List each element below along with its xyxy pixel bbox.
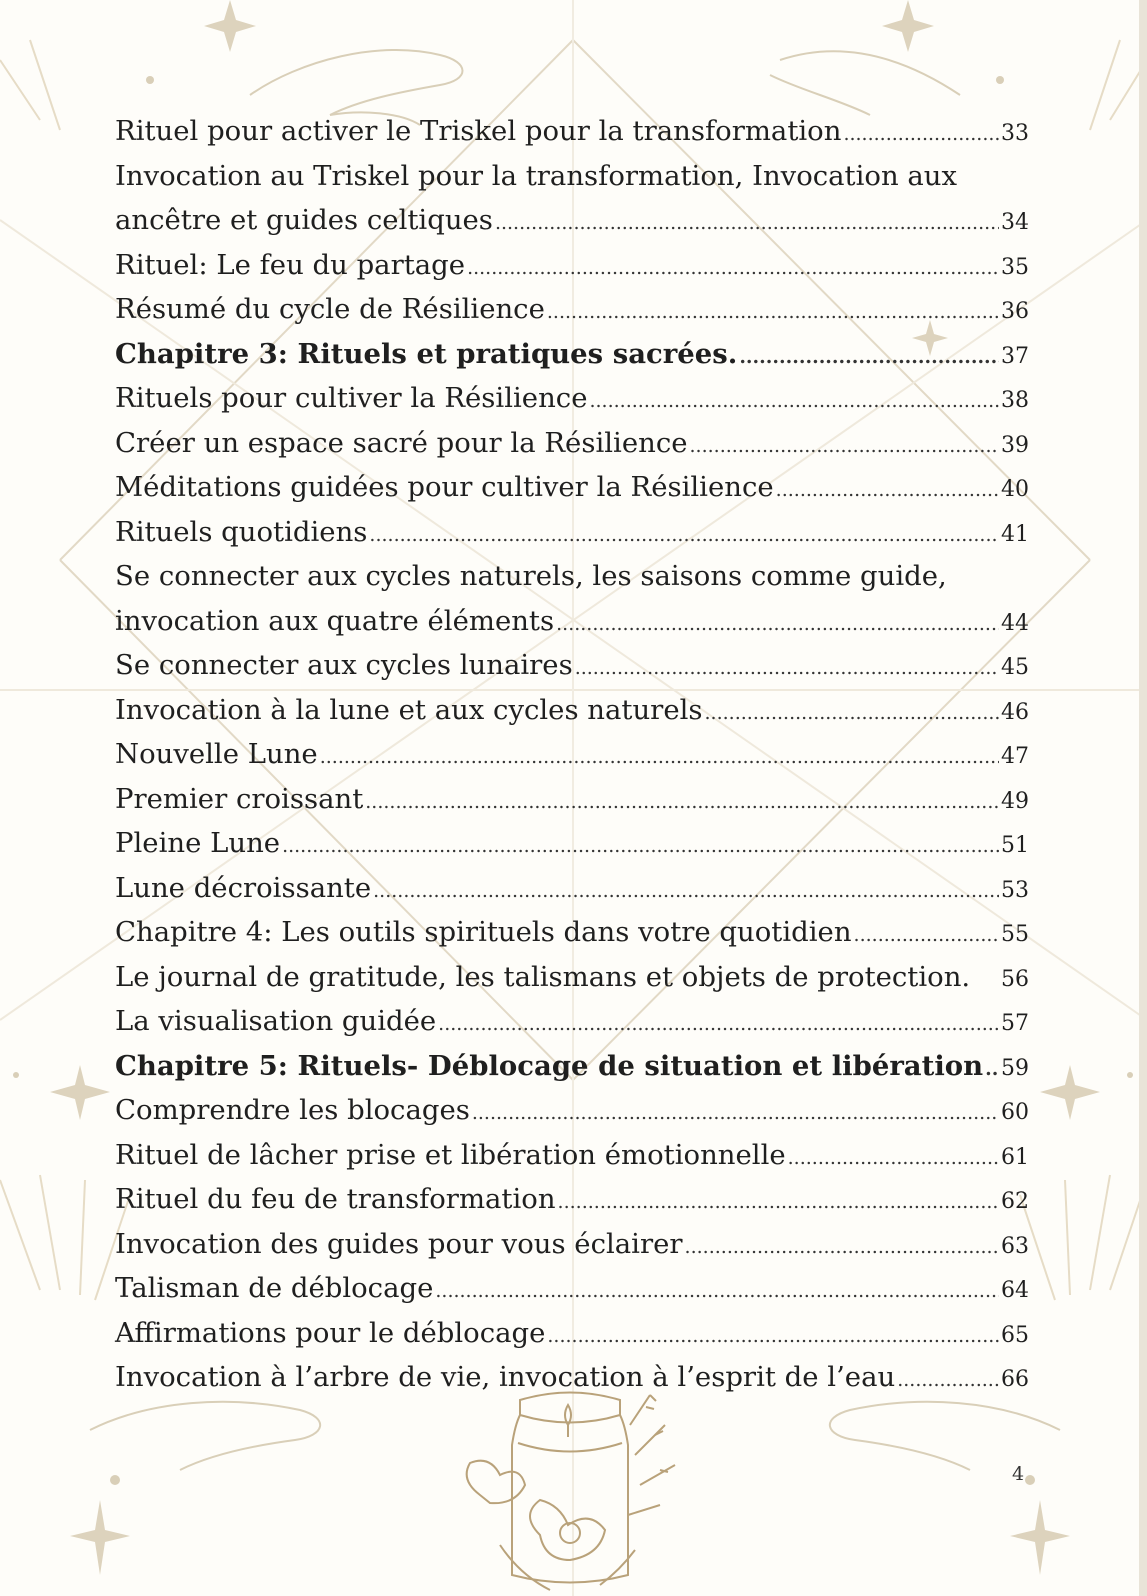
dot-leader (685, 1225, 999, 1270)
dot-leader (556, 602, 999, 647)
toc-entry[interactable] (115, 1044, 1029, 1089)
toc-entry[interactable] (115, 866, 1029, 911)
toc-entry-title: Comprendre les blocages (115, 1094, 470, 1126)
toc-entry[interactable] (115, 1088, 1029, 1133)
dot-leader (547, 290, 999, 335)
toc-entry-page: 56 (1001, 966, 1029, 992)
dot-leader (589, 379, 999, 424)
toc-entry-page: 37 (1001, 343, 1029, 369)
toc-entry[interactable] (115, 910, 1029, 955)
toc-entry[interactable] (115, 243, 1029, 288)
toc-entry-title: Invocation à l’arbre de vie, invocation à l’esprit de l’eau (115, 1361, 896, 1393)
toc-entry-page: 60 (1001, 1100, 1029, 1125)
toc-entry-page: 57 (1001, 1011, 1029, 1036)
toc-entry-title: Résumé du cycle de Résilience (115, 293, 545, 325)
toc-entry-page: 59 (1001, 1055, 1029, 1081)
toc-entry-title: invocation aux quatre éléments (115, 604, 555, 637)
dot-leader (854, 913, 999, 958)
toc-entry[interactable] (115, 109, 1029, 154)
toc-entry-title: Chapitre 5: Rituels- Déblocage de situation et libération (115, 1049, 984, 1082)
toc-entry-title: Chapitre 4: Les outils spirituels dans votre quotidien (115, 916, 852, 948)
dot-leader (320, 735, 999, 780)
toc-entry[interactable] (115, 1311, 1029, 1356)
dot-leader (547, 1314, 999, 1359)
toc-entry-title: Le journal de gratitude, les talismans et objets de protection. (115, 960, 971, 993)
toc-entry-page: 49 (1001, 788, 1029, 814)
dot-leader (438, 1002, 999, 1047)
toc-entry[interactable] (115, 332, 1029, 377)
dot-leader (435, 1269, 999, 1314)
toc-entry-page: 62 (1001, 1189, 1029, 1214)
dot-leader (843, 112, 999, 157)
toc-entry-title: Pleine Lune (115, 827, 281, 859)
toc-entry[interactable] (115, 688, 1029, 733)
toc-entry-title-line: Se connecter aux cycles naturels, les saisons comme guide, (115, 560, 947, 592)
toc-entry-title: Rituels pour cultiver la Résilience (115, 382, 588, 414)
toc-entry-page: 61 (1001, 1144, 1029, 1170)
toc-entry-title: Premier croissant (115, 782, 364, 815)
toc-entry-title: Nouvelle Lune (115, 738, 318, 770)
toc-entry[interactable] (115, 643, 1029, 688)
page-number: 4 (1012, 1463, 1025, 1485)
dot-leader (739, 335, 999, 380)
toc-entry-title: Invocation à la lune et aux cycles naturels (115, 693, 703, 726)
table-of-contents (115, 109, 1029, 1400)
toc-entry-title: Se connecter aux cycles lunaires (115, 649, 573, 681)
page-edge (1139, 0, 1147, 1596)
dot-leader (373, 869, 999, 914)
toc-entry-title: Chapitre 3: Rituels et pratiques sacrées. (115, 337, 738, 370)
toc-entry-title: Rituel de lâcher prise et libération émotionnelle (115, 1138, 786, 1171)
candle-jar-icon (450, 1385, 690, 1596)
dot-leader (495, 201, 999, 246)
dot-leader (282, 824, 999, 869)
toc-entry[interactable] (115, 421, 1029, 466)
toc-entry-title: Affirmations pour le déblocage (115, 1316, 546, 1349)
toc-entry-title: Rituels quotidiens (115, 515, 368, 548)
toc-entry-page: 39 (1001, 432, 1029, 458)
dot-leader (365, 780, 999, 825)
toc-entry-page: 38 (1001, 388, 1029, 413)
toc-entry-title: Talisman de déblocage (115, 1272, 434, 1304)
dot-leader (369, 513, 999, 558)
toc-entry[interactable] (115, 1222, 1029, 1267)
toc-entry-page: 33 (1001, 121, 1029, 146)
toc-entry-page: 63 (1001, 1233, 1029, 1259)
dot-leader (467, 246, 999, 291)
dot-leader (705, 691, 999, 736)
dot-leader (690, 424, 1000, 469)
toc-entry-page: 47 (1001, 744, 1029, 769)
toc-entry-page: 51 (1001, 833, 1029, 858)
dot-leader (558, 1180, 999, 1225)
toc-entry[interactable] (115, 510, 1029, 555)
toc-entry[interactable] (115, 1266, 1029, 1311)
dot-leader (575, 646, 999, 691)
toc-entry[interactable] (115, 732, 1029, 777)
toc-entry-page: 44 (1001, 610, 1029, 636)
toc-entry-title: La visualisation guidée (115, 1005, 437, 1037)
dot-leader (788, 1136, 999, 1181)
toc-entry-page: 36 (1001, 299, 1029, 324)
toc-entry[interactable] (115, 554, 1029, 643)
toc-entry[interactable] (115, 821, 1029, 866)
toc-entry-page: 66 (1001, 1367, 1029, 1392)
toc-entry-title: Rituel du feu de transformation (115, 1183, 556, 1215)
dot-leader (985, 1047, 999, 1092)
toc-entry[interactable] (115, 1177, 1029, 1222)
toc-entry[interactable] (115, 465, 1029, 510)
toc-entry-page: 41 (1001, 521, 1029, 547)
toc-entry[interactable] (115, 955, 1029, 1000)
toc-entry-page: 65 (1001, 1322, 1029, 1348)
toc-entry-title: Créer un espace sacré pour la Résilience (115, 426, 688, 459)
dot-leader (472, 1091, 999, 1136)
toc-entry-page: 40 (1001, 477, 1029, 502)
toc-entry-page: 35 (1001, 254, 1029, 280)
toc-entry-page: 45 (1001, 655, 1029, 680)
toc-entry-title: Lune décroissante (115, 871, 372, 904)
dot-leader (897, 1358, 999, 1403)
toc-entry-title: Méditations guidées pour cultiver la Résilience (115, 471, 774, 503)
toc-entry-title: Invocation des guides pour vous éclairer (115, 1227, 683, 1260)
toc-entry-page: 53 (1001, 877, 1029, 903)
toc-entry-page: 46 (1001, 699, 1029, 725)
toc-entry[interactable] (115, 376, 1029, 421)
toc-entry[interactable] (115, 287, 1029, 332)
dot-leader (776, 468, 999, 513)
toc-entry-page: 64 (1001, 1278, 1029, 1303)
toc-entry[interactable] (115, 777, 1029, 822)
toc-entry[interactable] (115, 1133, 1029, 1178)
toc-entry-title: Rituel pour activer le Triskel pour la transformation (115, 115, 842, 147)
toc-entry-title-line: Invocation au Triskel pour la transformation, Invocation aux (115, 159, 958, 192)
toc-entry[interactable] (115, 999, 1029, 1044)
toc-entry-title: ancêtre et guides celtiques (115, 204, 493, 236)
toc-entry[interactable] (115, 154, 1029, 243)
toc-entry-page: 34 (1001, 210, 1029, 235)
toc-entry-page: 55 (1001, 922, 1029, 947)
toc-entry-title: Rituel: Le feu du partage (115, 248, 466, 281)
